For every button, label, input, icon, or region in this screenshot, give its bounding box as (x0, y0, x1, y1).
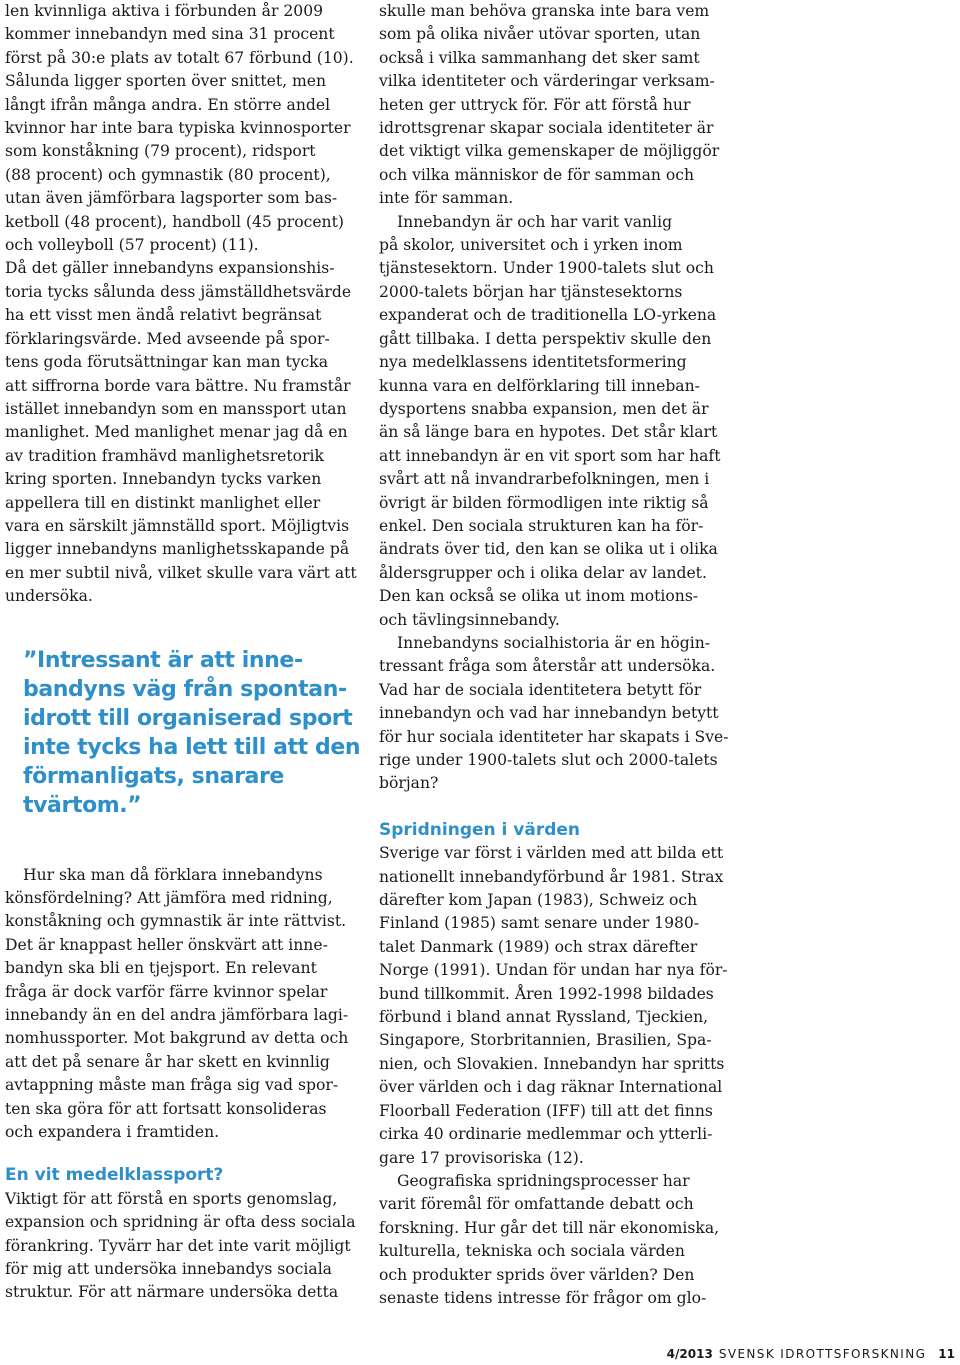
text-line: Viktigt för att förstå en sports genomslag, (5, 1189, 338, 1208)
text-line: och tävlingsinnebandy. (379, 610, 560, 629)
text-line: appellera till en distinkt manlighet eller (5, 493, 321, 512)
text-line: senaste tidens intresse för frågor om glo- (379, 1288, 707, 1307)
text-line: avtappning måste man fråga sig vad spor- (5, 1076, 339, 1095)
text-line: att siffrorna borde vara bättre. Nu framstår (5, 376, 351, 395)
text-line: undersöka. (5, 587, 93, 606)
text-line: nien, och Slovakien. Innebandyn har spritts (379, 1054, 725, 1073)
text-line: gare 17 provisoriska (12). (379, 1148, 584, 1167)
text-line: Då det gäller innebandyns expansionshis- (5, 259, 335, 278)
text-line: Den kan också se olika ut inom motions- (379, 587, 699, 606)
text-line: långt ifrån många andra. En större andel (5, 95, 331, 114)
text-line: och vilka människor de för samman och (379, 165, 695, 184)
text-line: tens goda förutsättningar kan man tycka (5, 353, 329, 372)
text-line: kommer innebandyn med sina 31 procent (5, 25, 335, 44)
text-line: som på olika nivåer utövar sporten, utan (379, 25, 701, 44)
text-line: kunna vara en delförklaring till inneban- (379, 376, 700, 395)
text-line: (88 procent) och gymnastik (80 procent), (5, 165, 331, 184)
magazine-name: SVENSK IDROTTSFORSKNING (718, 1347, 927, 1361)
text-line: att innebandyn är en vit sport som har haft (379, 446, 721, 465)
text-line: och expandera i framtiden. (5, 1123, 220, 1142)
text-line: Det är knappast heller önskvärt att inne- (5, 935, 328, 954)
right-paragraph-5 (379, 1170, 731, 1310)
text-line: kvinnor har inte bara typiska kvinnosporter (5, 119, 351, 138)
text-line: kulturella, tekniska och sociala värden (379, 1242, 685, 1261)
text-line: Floorball Federation (IFF) till att det finns (379, 1101, 713, 1120)
pull-quote-line: inte tycks ha lett till att den (23, 735, 361, 760)
left-paragraph-2 (5, 864, 355, 1145)
text-line: heten ger uttryck för. För att förstå hur (379, 95, 691, 114)
text-line: en mer subtil nivå, vilket skulle vara värt att (5, 563, 357, 582)
text-line: vara en särskilt jämnställd sport. Möjligtvis (5, 516, 350, 535)
section-heading: En vit medelklassport? (5, 1165, 224, 1186)
text-line: Innebandyns socialhistoria är en högin- (397, 633, 711, 652)
text-line: åldersgrupper och i olika delar av landet. (379, 563, 707, 582)
text-line: nomhussporter. Mot bakgrund av detta och (5, 1029, 349, 1048)
pull-quote-line: idrott till organiserad sport (23, 706, 353, 731)
text-line: ligger innebandyns manlighetsskapande på (5, 540, 350, 559)
text-line: av tradition framhävd manlighetsretorik (5, 446, 324, 465)
text-line: början? (379, 774, 439, 793)
pull-quote-line: ”Intressant är att inne- (23, 648, 303, 673)
text-line: svårt att nå invandrarbefolkningen, men i (379, 470, 710, 489)
text-line: förbund i bland annat Ryssland, Tjeckien, (379, 1008, 709, 1027)
text-line: len kvinnliga aktiva i förbunden år 2009 (5, 2, 324, 20)
text-line: kring sporten. Innebandyn tycks varken (5, 470, 322, 489)
text-line: förklaringsvärde. Med avseende på spor- (5, 329, 330, 348)
text-line: förankring. Tyvärr har det inte varit möjligt (5, 1236, 351, 1255)
page-number: 11 (938, 1347, 955, 1361)
text-line: Sverige var först i världen med att bilda ett (379, 844, 724, 863)
text-line: bandyn ska bli en tjejsport. En relevant (5, 959, 317, 978)
text-line: det viktigt vilka gemenskaper de möjliggör (379, 142, 720, 161)
text-line: forskning. Hur går det till när ekonomiska, (379, 1218, 720, 1237)
text-line: bund tillkommit. Åren 1992-1998 bildades (379, 984, 714, 1003)
text-line: också i vilka sammanhang det sker samt (379, 48, 700, 67)
text-line: skulle man behöva granska inte bara vem (379, 2, 710, 20)
text-line: ändrats över tid, den kan se olika ut i olika (379, 540, 718, 559)
page-footer (667, 1347, 955, 1361)
text-line: struktur. För att närmare undersöka detta (5, 1283, 339, 1302)
text-line: istället innebandyn som en manssport utan (5, 399, 347, 418)
text-line: Geografiska spridningsprocesser har (397, 1171, 690, 1190)
left-paragraph-1 (5, 0, 355, 609)
text-line: på skolor, universitet och i yrken inom (379, 236, 683, 255)
left-paragraph-3 (5, 1188, 355, 1305)
text-line: vilka identiteter och värderingar verksam- (379, 72, 715, 91)
text-line: ha ett visst men ändå relativt begränsat (5, 306, 322, 325)
text-line: enkel. Den sociala strukturen kan ha för- (379, 516, 704, 535)
text-line: Finland (1985) samt senare under 1980- (379, 914, 700, 933)
text-line: över världen och i dag räknar International (379, 1078, 723, 1097)
text-line: Innebandyn är och har varit vanlig (397, 212, 673, 231)
text-line: konståkning och gymnastik är inte rättvist. (5, 912, 347, 931)
text-line: som konståkning (79 procent), ridsport (5, 142, 316, 161)
section-heading: Spridningen i värden (379, 819, 581, 840)
text-line: och produkter sprids över världen? Den (379, 1265, 695, 1284)
text-line: utan även jämförbara lagsporter som bas- (5, 189, 338, 208)
pull-quote-line: tvärtom.” (23, 793, 142, 818)
text-line: ten ska göra för att fortsatt konsolideras (5, 1099, 327, 1118)
text-line: talet Danmark (1989) och strax därefter (379, 937, 698, 956)
text-line: manlighet. Med manlighet menar jag då en (5, 423, 348, 442)
right-paragraph-1 (379, 0, 731, 211)
text-line: innebandy än en del andra jämförbara lagi- (5, 1006, 349, 1024)
text-line: Singapore, Storbritannien, Brasilien, Spa- (379, 1031, 712, 1050)
text-line: ketboll (48 procent), handboll (45 procent) (5, 212, 344, 231)
section-spacer (379, 796, 731, 819)
text-line: nya medelklassens identitetsformering (379, 353, 687, 372)
pull-quote-line: förmanligats, snarare (23, 764, 284, 789)
section-spacer (5, 1144, 355, 1164)
text-line: expanderat och de traditionella LO-yrkena (379, 306, 717, 325)
text-line: könsfördelning? Att jämföra med ridning, (5, 888, 333, 907)
right-paragraph-4 (379, 842, 731, 1170)
issue-number: 4/2013 (666, 1347, 713, 1361)
text-line: nationellt innebandyförbund år 1981. Strax (379, 867, 724, 886)
text-line: gått tillbaka. I detta perspektiv skulle den (379, 329, 712, 348)
text-line: Norge (1991). Undan för undan har nya för- (379, 961, 728, 980)
text-line: övrigt är bilden förmodligen inte riktig så (379, 493, 709, 512)
text-line: idrottsgrenar skapar sociala identiteter är (379, 119, 714, 138)
text-line: därefter kom Japan (1983), Schweiz och (379, 891, 698, 910)
text-line: Vad har de sociala identitetera betytt för (379, 680, 702, 699)
text-line: Hur ska man då förklara innebandyns (23, 865, 323, 884)
text-line: inte för samman. (379, 189, 514, 208)
text-line: toria tycks sålunda dess jämställdhetsvärde (5, 282, 352, 301)
text-line: tressant fråga som återstår att undersöka. (379, 657, 716, 676)
text-line: innebandyn och vad har innebandyn betytt (379, 704, 719, 723)
right-column (379, 0, 731, 1310)
pull-quote-line: bandyns väg från spontan- (23, 677, 347, 702)
text-line: att det på senare år har skett en kvinnlig (5, 1052, 330, 1071)
text-line: rige under 1900-talets slut och 2000-talets (379, 751, 718, 769)
text-line: först på 30:e plats av totalt 67 förbund (10). (5, 48, 354, 67)
text-line: 2000-talets början har tjänstesektorns (379, 282, 683, 301)
text-line: för mig att undersöka innebandys sociala (5, 1260, 332, 1279)
text-line: tjänstesektorn. Under 1900-talets slut och (379, 259, 714, 278)
right-paragraph-2 (379, 211, 731, 632)
text-line: och volleyboll (57 procent) (11). (5, 236, 259, 255)
text-line: Sålunda ligger sporten över snittet, men (5, 72, 327, 91)
text-line: cirka 40 ordinarie medlemmar och ytterli- (379, 1125, 713, 1144)
right-paragraph-3 (379, 632, 731, 796)
text-line: expansion och spridning är ofta dess sociala (5, 1213, 356, 1232)
text-line: för hur sociala identiteter har skapats i Sve- (379, 727, 729, 746)
text-line: än så länge bara en hypotes. Det står klart (379, 423, 718, 442)
text-line: varit föremål för omfattande debatt och (379, 1195, 694, 1214)
text-line: fråga är dock varför färre kvinnor spelar (5, 982, 328, 1001)
text-line: dysportens snabba expansion, men det är (379, 399, 709, 418)
pull-quote (23, 646, 361, 820)
